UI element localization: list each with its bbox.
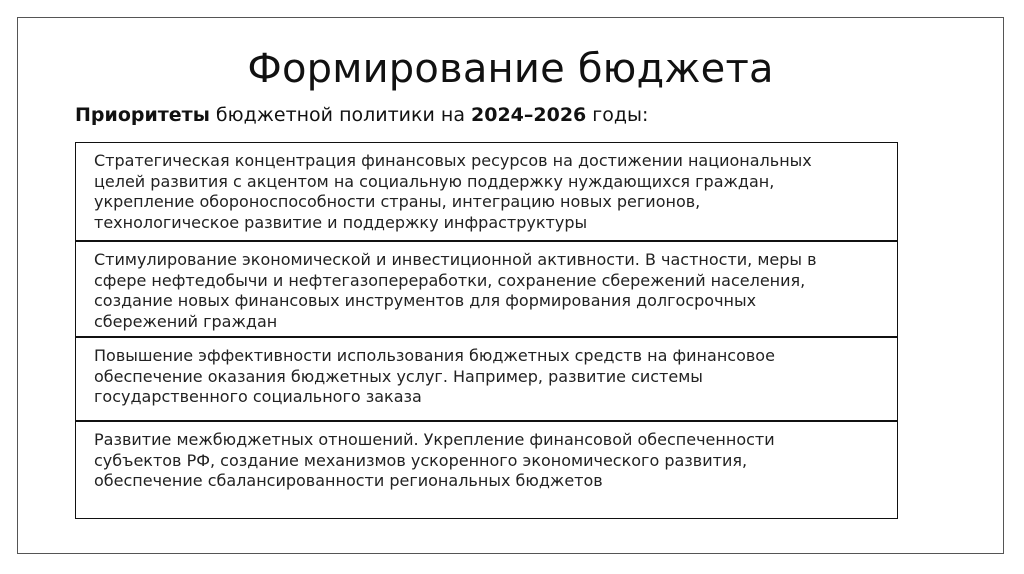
priority-line: технологическое развитие и поддержку инфраструктуры [94, 212, 588, 232]
priority-line: целей развития с акцентом на социальную поддержку нуждающихся граждан, [94, 171, 775, 191]
priority-line: обеспечение оказания бюджетных услуг. Например, развитие системы [94, 366, 703, 386]
subtitle-text-1: бюджетной политики на [209, 104, 471, 126]
priority-line: Развитие межбюджетных отношений. Укрепление финансовой обеспеченности [94, 430, 775, 449]
priority-line: субъектов РФ, создание механизмов ускоренного экономического развития, [94, 450, 748, 470]
subtitle-text-2: годы: [586, 104, 649, 126]
priority-line: сбережений граждан [94, 311, 278, 331]
priority-line: Стратегическая концентрация финансовых ресурсов на достижении национальных [94, 151, 812, 170]
priority-line: государственного социального заказа [94, 387, 422, 406]
priority-line: Стимулирование экономической и инвестиционной активности. В частности, меры в [94, 250, 817, 269]
subtitle-bold-years: 2024–2026 [471, 104, 587, 126]
priority-line: сфере нефтедобычи и нефтегазопереработки, сохранение сбережений населения, [94, 270, 806, 290]
slide [17, 17, 1004, 554]
priority-line: укрепление обороноспособности страны, интеграцию новых регионов, [94, 192, 701, 211]
subtitle-bold-priorities: Приоритеты [75, 104, 210, 126]
priority-line: обеспечение сбалансированности региональных бюджетов [94, 471, 603, 490]
slide-subtitle [75, 104, 648, 126]
priorities-list [75, 142, 898, 519]
priority-item-interbudget [76, 422, 897, 518]
slide-title: Формирование бюджета [247, 46, 774, 92]
priority-line: создание новых финансовых инструментов для формирования долгосрочных [94, 291, 757, 310]
priority-line: Повышение эффективности использования бюджетных средств на финансовое [94, 346, 775, 365]
priority-item-efficiency [76, 338, 897, 422]
priority-item-strategic [76, 143, 897, 242]
priority-item-investment [76, 242, 897, 338]
